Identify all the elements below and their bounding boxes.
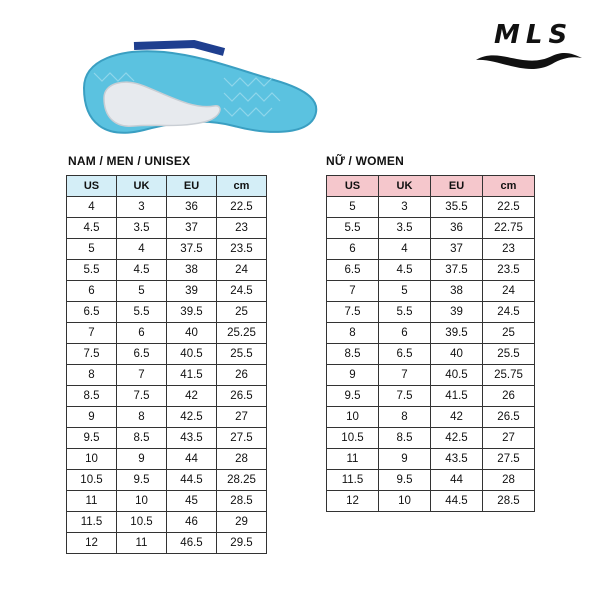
cell-eu: 37 <box>167 218 217 239</box>
cell-uk: 8 <box>379 407 431 428</box>
header-uk: UK <box>117 176 167 197</box>
cell-uk: 3.5 <box>117 218 167 239</box>
cell-cm: 23.5 <box>483 260 535 281</box>
cell-eu: 35.5 <box>431 197 483 218</box>
cell-uk: 3.5 <box>379 218 431 239</box>
cell-us: 12 <box>67 533 117 554</box>
cell-uk: 5.5 <box>379 302 431 323</box>
cell-cm: 25.5 <box>217 344 267 365</box>
table-row <box>67 449 267 470</box>
cell-eu: 36 <box>167 197 217 218</box>
cell-cm: 23 <box>483 239 535 260</box>
cell-us: 5 <box>67 239 117 260</box>
cell-uk: 5 <box>379 281 431 302</box>
cell-eu: 46.5 <box>167 533 217 554</box>
cell-us: 11.5 <box>67 512 117 533</box>
table-row <box>67 239 267 260</box>
table-row <box>327 470 535 491</box>
cell-cm: 25 <box>483 323 535 344</box>
cell-eu: 44.5 <box>167 470 217 491</box>
table-row <box>67 218 267 239</box>
cell-uk: 6 <box>117 323 167 344</box>
cell-eu: 36 <box>431 218 483 239</box>
cell-uk: 10 <box>379 491 431 512</box>
cell-uk: 9.5 <box>379 470 431 491</box>
cell-cm: 22.75 <box>483 218 535 239</box>
cell-us: 12 <box>327 491 379 512</box>
table-row <box>67 344 267 365</box>
cell-us: 7 <box>67 323 117 344</box>
cell-us: 4.5 <box>67 218 117 239</box>
cell-eu: 46 <box>167 512 217 533</box>
cell-us: 9.5 <box>67 428 117 449</box>
shoe-sole-image <box>74 38 324 148</box>
men-size-title: NAM / MEN / UNISEX <box>68 154 191 168</box>
cell-us: 8.5 <box>327 344 379 365</box>
cell-cm: 26.5 <box>217 386 267 407</box>
cell-us: 4 <box>67 197 117 218</box>
cell-uk: 8.5 <box>379 428 431 449</box>
header-uk: UK <box>379 176 431 197</box>
cell-cm: 23.5 <box>217 239 267 260</box>
cell-eu: 43.5 <box>431 449 483 470</box>
cell-cm: 24.5 <box>217 281 267 302</box>
cell-eu: 44 <box>431 470 483 491</box>
cell-eu: 37.5 <box>167 239 217 260</box>
cell-eu: 45 <box>167 491 217 512</box>
cell-us: 11 <box>327 449 379 470</box>
cell-uk: 7.5 <box>379 386 431 407</box>
cell-us: 5.5 <box>327 218 379 239</box>
cell-eu: 39 <box>167 281 217 302</box>
cell-eu: 37 <box>431 239 483 260</box>
cell-uk: 10.5 <box>117 512 167 533</box>
cell-eu: 41.5 <box>167 365 217 386</box>
cell-us: 9.5 <box>327 386 379 407</box>
cell-cm: 28.5 <box>217 491 267 512</box>
cell-cm: 25.25 <box>217 323 267 344</box>
cell-uk: 6.5 <box>117 344 167 365</box>
cell-eu: 38 <box>167 260 217 281</box>
cell-eu: 44.5 <box>431 491 483 512</box>
header-us: US <box>327 176 379 197</box>
cell-us: 8.5 <box>67 386 117 407</box>
cell-cm: 28.25 <box>217 470 267 491</box>
cell-uk: 4.5 <box>379 260 431 281</box>
cell-cm: 23 <box>217 218 267 239</box>
cell-cm: 26 <box>483 386 535 407</box>
cell-eu: 39 <box>431 302 483 323</box>
cell-eu: 44 <box>167 449 217 470</box>
cell-uk: 8.5 <box>117 428 167 449</box>
cell-cm: 22.5 <box>217 197 267 218</box>
table-row <box>327 302 535 323</box>
cell-cm: 27.5 <box>217 428 267 449</box>
table-row <box>67 197 267 218</box>
cell-uk: 10 <box>117 491 167 512</box>
cell-uk: 4 <box>379 239 431 260</box>
cell-cm: 27 <box>217 407 267 428</box>
cell-eu: 40 <box>431 344 483 365</box>
cell-us: 5 <box>327 197 379 218</box>
table-header-row <box>67 176 267 197</box>
cell-uk: 9 <box>379 449 431 470</box>
cell-us: 6 <box>67 281 117 302</box>
header-us: US <box>67 176 117 197</box>
cell-eu: 39.5 <box>167 302 217 323</box>
cell-cm: 26.5 <box>483 407 535 428</box>
cell-uk: 7 <box>117 365 167 386</box>
cell-cm: 24.5 <box>483 302 535 323</box>
cell-cm: 25 <box>217 302 267 323</box>
table-row <box>327 239 535 260</box>
cell-us: 8 <box>327 323 379 344</box>
cell-us: 11 <box>67 491 117 512</box>
cell-cm: 28 <box>483 470 535 491</box>
cell-us: 11.5 <box>327 470 379 491</box>
table-row <box>327 491 535 512</box>
women-size-table <box>326 175 535 512</box>
table-row <box>67 533 267 554</box>
table-row <box>327 428 535 449</box>
table-row <box>67 512 267 533</box>
cell-uk: 7.5 <box>117 386 167 407</box>
men-size-table <box>66 175 267 554</box>
table-header-row <box>327 176 535 197</box>
cell-cm: 22.5 <box>483 197 535 218</box>
cell-eu: 43.5 <box>167 428 217 449</box>
table-row <box>327 218 535 239</box>
cell-eu: 42.5 <box>167 407 217 428</box>
cell-uk: 5.5 <box>117 302 167 323</box>
cell-us: 9 <box>67 407 117 428</box>
cell-eu: 40.5 <box>167 344 217 365</box>
header-cm: cm <box>217 176 267 197</box>
table-row <box>327 281 535 302</box>
brand-logo <box>474 14 584 74</box>
cell-cm: 26 <box>217 365 267 386</box>
cell-cm: 25.75 <box>483 365 535 386</box>
cell-uk: 9 <box>117 449 167 470</box>
cell-us: 6.5 <box>67 302 117 323</box>
table-row <box>67 386 267 407</box>
cell-us: 5.5 <box>67 260 117 281</box>
header-cm: cm <box>483 176 535 197</box>
table-row <box>67 302 267 323</box>
table-row <box>67 428 267 449</box>
cell-cm: 28.5 <box>483 491 535 512</box>
cell-cm: 27.5 <box>483 449 535 470</box>
cell-uk: 4.5 <box>117 260 167 281</box>
cell-uk: 5 <box>117 281 167 302</box>
cell-uk: 11 <box>117 533 167 554</box>
women-size-title: NỮ / WOMEN <box>326 154 404 168</box>
table-row <box>67 365 267 386</box>
header-eu: EU <box>167 176 217 197</box>
table-row <box>67 491 267 512</box>
cell-us: 9 <box>327 365 379 386</box>
cell-eu: 40 <box>167 323 217 344</box>
table-row <box>327 323 535 344</box>
cell-us: 7.5 <box>327 302 379 323</box>
table-row <box>67 470 267 491</box>
cell-uk: 3 <box>379 197 431 218</box>
cell-uk: 8 <box>117 407 167 428</box>
cell-us: 10 <box>327 407 379 428</box>
cell-uk: 4 <box>117 239 167 260</box>
cell-uk: 9.5 <box>117 470 167 491</box>
cell-us: 8 <box>67 365 117 386</box>
table-row <box>67 407 267 428</box>
cell-cm: 25.5 <box>483 344 535 365</box>
cell-us: 6 <box>327 239 379 260</box>
table-row <box>327 365 535 386</box>
cell-eu: 39.5 <box>431 323 483 344</box>
cell-us: 7.5 <box>67 344 117 365</box>
table-row <box>327 386 535 407</box>
cell-us: 7 <box>327 281 379 302</box>
cell-eu: 42 <box>167 386 217 407</box>
table-row <box>67 281 267 302</box>
cell-eu: 42.5 <box>431 428 483 449</box>
cell-cm: 28 <box>217 449 267 470</box>
cell-cm: 29.5 <box>217 533 267 554</box>
table-row <box>327 344 535 365</box>
header-eu: EU <box>431 176 483 197</box>
cell-cm: 27 <box>483 428 535 449</box>
cell-cm: 24 <box>483 281 535 302</box>
cell-us: 10.5 <box>67 470 117 491</box>
cell-uk: 3 <box>117 197 167 218</box>
table-row <box>327 260 535 281</box>
cell-uk: 7 <box>379 365 431 386</box>
cell-eu: 41.5 <box>431 386 483 407</box>
cell-us: 10 <box>67 449 117 470</box>
table-row <box>67 323 267 344</box>
cell-eu: 37.5 <box>431 260 483 281</box>
table-row <box>327 197 535 218</box>
cell-uk: 6 <box>379 323 431 344</box>
table-row <box>327 407 535 428</box>
cell-eu: 42 <box>431 407 483 428</box>
cell-us: 6.5 <box>327 260 379 281</box>
table-row <box>67 260 267 281</box>
cell-us: 10.5 <box>327 428 379 449</box>
cell-uk: 6.5 <box>379 344 431 365</box>
cell-eu: 40.5 <box>431 365 483 386</box>
cell-eu: 38 <box>431 281 483 302</box>
logo-text: MLS <box>494 20 574 50</box>
cell-cm: 24 <box>217 260 267 281</box>
table-row <box>327 449 535 470</box>
cell-cm: 29 <box>217 512 267 533</box>
